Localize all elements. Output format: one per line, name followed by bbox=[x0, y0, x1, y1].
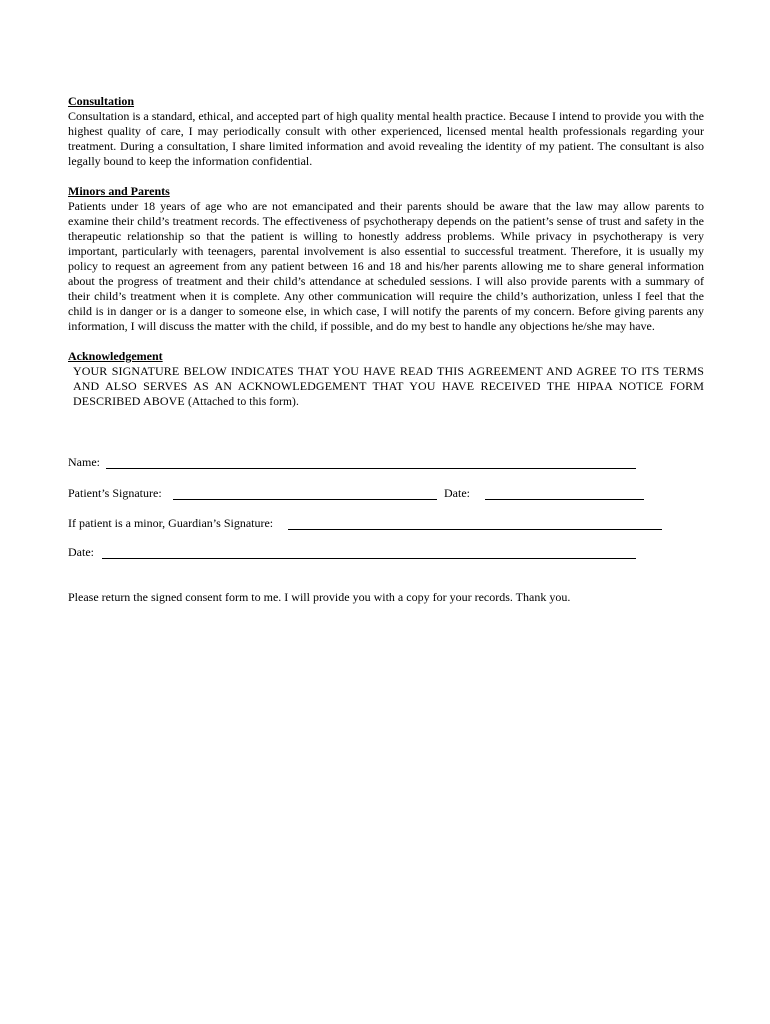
consultation-section bbox=[68, 94, 704, 169]
minors-heading: Minors and Parents bbox=[68, 184, 170, 198]
acknowledgement-text bbox=[68, 364, 704, 410]
consultation-heading: Consultation bbox=[68, 94, 135, 108]
guardian-signature-field bbox=[68, 516, 668, 534]
patient-date-label: Date: bbox=[444, 486, 470, 500]
date-field bbox=[68, 545, 638, 563]
date-line[interactable] bbox=[102, 545, 636, 559]
closing-note: Please return the signed consent form to me. I will provide you with a copy for your records. Thank you. bbox=[68, 590, 571, 604]
form-body bbox=[68, 94, 704, 425]
name-label: Name: bbox=[68, 455, 100, 469]
name-field bbox=[68, 455, 638, 473]
acknowledgement-section bbox=[68, 349, 704, 410]
consultation-text: Consultation is a standard, ethical, and accepted part of high quality mental health practice. Because I intend to provide you with the highest quality of care, I may periodically consult with other experienced, licensed mental health professionals regarding your treatment. During a consultation, I share limited information and avoid revealing the identity of my patient. The consultant is also legally bound to keep the information confidential. bbox=[68, 109, 704, 168]
patient-date-line[interactable] bbox=[485, 486, 644, 500]
name-signature-line[interactable] bbox=[106, 455, 636, 469]
acknowledgement-suffix-text: (Attached to this form). bbox=[187, 396, 299, 408]
minors-section bbox=[68, 184, 704, 334]
guardian-signature-label: If patient is a minor, Guardian’s Signature: bbox=[68, 516, 274, 530]
date-label: Date: bbox=[68, 545, 94, 559]
minors-text: Patients under 18 years of age who are not emancipated and their parents should be aware that the law may allow parents to examine their child’s treatment records. The effectiveness of psychotherapy depends on the patient’s sense of trust and safety in the therapeutic relationship so that the patient is willing to honestly address problems. While privacy in psychotherapy is very important, particularly with teenagers, parental involvement is also essential to successful treatment. Therefore, it is usually my policy to request an agreement from any patient between 16 and 18 and his/her parents allowing me to share general information about the progress of treatment and their child’s attendance at scheduled sessions. I will also provide parents with a summary of their child’s treatment when it is complete. Any other communication will require the child’s authorization, unless I feel that the child is in danger or is a danger to someone else, in which case, I will notify the parents of my concern. Before giving parents any information, I will discuss the matter with the child, if possible, and do my best to handle any objections he/she may have. bbox=[68, 199, 704, 333]
acknowledgement-heading: Acknowledgement bbox=[68, 349, 163, 363]
guardian-signature-line[interactable] bbox=[288, 516, 662, 530]
patient-signature-field bbox=[68, 486, 648, 504]
patient-signature-label: Patient’s Signature: bbox=[68, 486, 162, 500]
acknowledgement-caps-text: YOUR SIGNATURE BELOW INDICATES THAT YOU HAVE READ THIS AGREEMENT AND AGREE TO ITS TERMS AND ALSO SERVES AS AN ACKNOWLEDGEMENT THAT YOU HAVE RECEIVED THE HIPAA NOTICE FORM DESCRIBED ABOVE bbox=[73, 364, 704, 408]
patient-signature-line[interactable] bbox=[173, 486, 437, 500]
